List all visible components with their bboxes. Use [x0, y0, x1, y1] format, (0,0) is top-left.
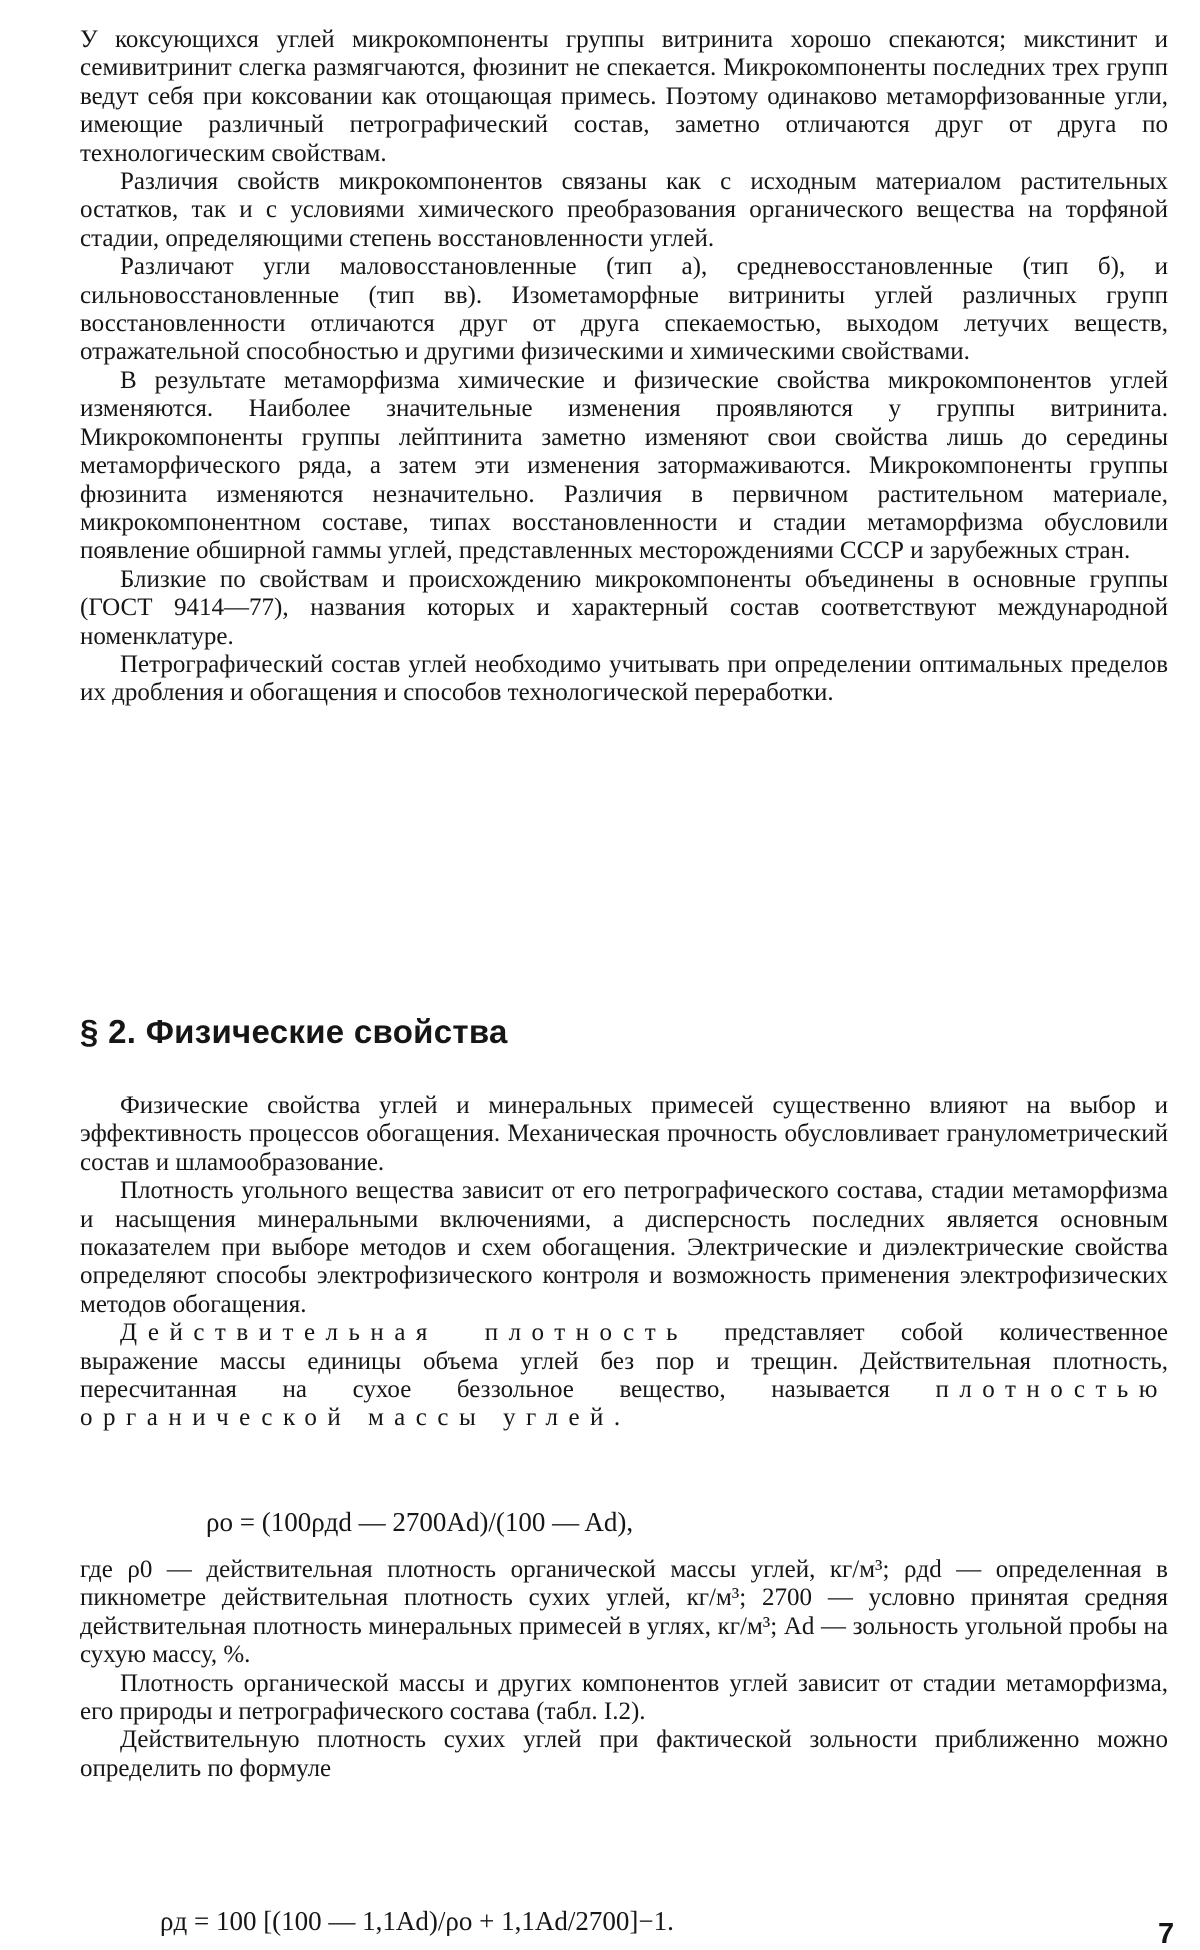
- where-paragraph: где ρ0 — действительная плотность органической массы углей, кг/м³; ρдd — определенная в пикнометре действительная плотность сухих углей, кг/м³; 2700 — условно принятая средняя действительная плотность минеральных примесей в углях, кг/м³; Ad — зольность угольной пробы на сухую массу, %.: [80, 1556, 1168, 1669]
- page-number: 7: [1158, 1918, 1175, 1950]
- paragraph: У коксующихся углей микрокомпоненты группы витринита хорошо спекаются; микстинит и семивитринит слегка размягчаются, фюзинит не спекается. Микрокомпоненты последних трех групп ведут себя при коксовании как отощающая примесь. Поэтому одинаково метаморфизованные угли, имеющие различный петрографический состав, заметно отличаются друг от друга по технологическим свойствам.: [80, 26, 1168, 167]
- formula-explanation: [80, 1556, 1168, 1783]
- paragraph: Петрографический состав углей необходимо учитывать при определении оптимальных пределов их дробления и обогащения и способов технологической переработки.: [80, 650, 1168, 707]
- density-paragraph: [80, 1319, 1168, 1433]
- density-text-2: .: [613, 1404, 621, 1432]
- physical-properties-paragraphs: [80, 1092, 1168, 1433]
- paragraph: Плотность органической массы и других компонентов углей зависит от стадии метаморфизма, его природы и петрографического состава (табл. I.2).: [80, 1669, 1168, 1726]
- paragraph: Близкие по свойствам и происхождению микрокомпоненты объединены в основные группы (ГОСТ 9414—77), названия которых и характерный состав соответствуют международной номенклатуре.: [80, 565, 1168, 650]
- density-text-1: представляет собой количественное выражение массы единицы объема углей без пор и трещин. Действительная плотность, пересчитанная на сухое беззольное вещество, называется: [80, 1319, 1168, 1404]
- intro-paragraphs: [80, 26, 1168, 708]
- paragraph: В результате метаморфизма химические и физические свойства микрокомпонентов углей изменяются. Наиболее значительные изменения проявляются у группы витринита. Микрокомпоненты группы лейптинита заметно изменяют свои свойства лишь до середины метаморфического ряда, а затем эти изменения затормаживаются. Микрокомпоненты группы фюзинита изменяются незначительно. Различия в первичном растительном материале, микрокомпонентном составе, типах восстановленности и стадии метаморфизма обусловили появление обширной гаммы углей, представленных месторождениями СССР и зарубежных стран.: [80, 366, 1168, 565]
- paragraph: Действительную плотность сухих углей при фактической зольности приближенно можно определить по формуле: [80, 1726, 1168, 1782]
- formula-dry-density: ρд = 100 [(100 — 1,1Ad)/ρo + 1,1Ad/2700]−1.: [160, 1906, 674, 1936]
- paragraph: Различия свойств микрокомпонентов связаны как с исходным материалом растительных остатков, так и с условиями химического преобразования органического вещества на торфяной стадии, определяющими степень восстановленности углей.: [80, 168, 1168, 252]
- paragraph: Различают угли маловосстановленные (тип а), средневосстановленные (тип б), и сильновосстановленные (тип вв). Изометаморфные витриниты углей различных групп восстановленности отличаются друг от друга спекаемостью, выходом летучих веществ, отражательной способностью и другими физическими и химическими свойствами.: [80, 253, 1168, 366]
- paragraph: Физические свойства углей и минеральных примесей существенно влияют на выбор и эффективность процессов обогащения. Механическая прочность обусловливает гранулометрический состав и шламообразование.: [80, 1092, 1168, 1176]
- section-title: § 2. Физические свойства: [80, 1013, 508, 1050]
- term-organic-mass-density: плотностью органической массы углей: [80, 1376, 1168, 1432]
- paragraph: Плотность угольного вещества зависит от его петрографического состава, стадии метаморфизма и насыщения минеральными включениями, а дисперсность последних является основным показателем при выборе методов и схем обогащения. Электрические и диэлектрические свойства определяют способы электрофизического контроля и возможность применения электрофизических методов обогащения.: [80, 1177, 1168, 1318]
- formula-organic-density: ρo = (100ρдd — 2700Ad)/(100 — Ad),: [206, 1507, 634, 1537]
- term-actual-density: Действительная плотность: [120, 1319, 689, 1347]
